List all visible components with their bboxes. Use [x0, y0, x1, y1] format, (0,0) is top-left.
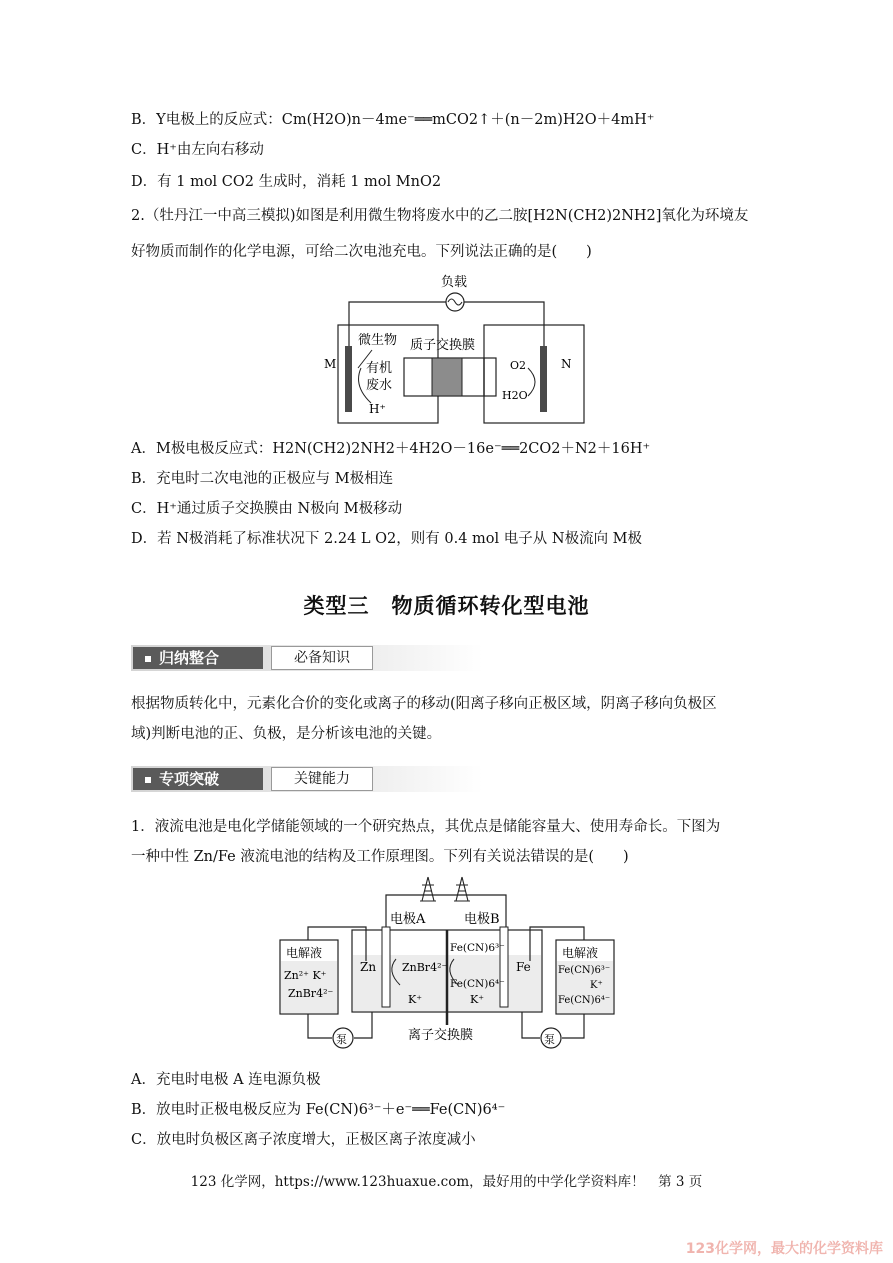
organic-label: 有机: [366, 361, 393, 376]
electrode-b-label: 电极B: [464, 912, 500, 927]
banner-practice-sub: 关键能力: [271, 767, 373, 791]
zn-label: Zn: [360, 960, 377, 974]
flow-battery-diagram: [278, 875, 618, 1055]
membrane-label: 离子交换膜: [408, 1028, 474, 1043]
q2-option-c: C．H⁺通过质子交换膜由 N极向 M极移动: [131, 501, 403, 517]
right-tank-ions1: Fe(CN)6³⁻: [558, 965, 611, 976]
banner-practice: [131, 766, 483, 792]
summary-line1: 根据物质转化中，元素化合价的变化或离子的移动(阳离子移向正极区域，阴离子移向负极区: [131, 696, 717, 712]
wastewater-label: 废水: [366, 378, 393, 393]
page-footer: 123 化学网，https://www.123huaxue.com，最好用的中学化学资料库！ 第 3 页: [190, 1174, 703, 1190]
banner-summary: [131, 645, 483, 671]
electrode-m: [345, 346, 352, 412]
q1-option-c: C．H⁺由左向右移动: [131, 142, 264, 158]
k-right-label: K⁺: [470, 993, 485, 1006]
cathode-chamber: [484, 325, 584, 423]
electrode-a-label: 电极A: [390, 912, 426, 927]
banner-summary-tag: 归纳整合: [133, 647, 263, 669]
membrane-label: 质子交换膜: [410, 338, 476, 353]
banner-practice-tag: 专项突破: [133, 768, 263, 790]
q2-option-d: D．若 N极消耗了标准状况下 2.24 L O2，则有 0.4 mol 电子从 N极流向 M极: [131, 531, 643, 547]
left-pump-label: 泵: [336, 1033, 347, 1046]
load-label: 负载: [441, 275, 468, 290]
power-tower-icon: [420, 877, 470, 901]
section-title: 类型三 物质循环转化型电池: [303, 594, 590, 618]
q2-option-a: A．M极电极反应式：H2N(CH2)2NH2＋4H2O－16e⁻══2CO2＋N2＋16H⁺: [131, 441, 651, 457]
electrode-a: [382, 927, 390, 1007]
q1-option-d: D．有 1 mol CO2 生成时，消耗 1 mol MnO2: [131, 174, 442, 190]
right-pump-label: 泵: [544, 1033, 555, 1046]
right-tank-ions3: Fe(CN)6⁴⁻: [558, 995, 611, 1006]
site-watermark: 123化学网，最大的化学资料库: [685, 1241, 883, 1257]
left-tank-ions1: Zn²⁺ K⁺: [284, 969, 327, 982]
electrode-n: [540, 346, 547, 412]
electrode-m-label: M: [324, 357, 337, 371]
summary-line2: 域)判断电池的正、负极，是分析该电池的关键。: [131, 726, 442, 742]
left-electrolyte-label: 电解液: [286, 946, 323, 960]
p1-option-c: C．放电时负极区离子浓度增大，正极区离子浓度减小: [131, 1132, 476, 1148]
right-tank-ions2: K⁺: [590, 980, 603, 991]
banner-summary-sub: 必备知识: [271, 646, 373, 670]
fe-label: Fe: [516, 960, 531, 974]
fecn3-label: Fe(CN)6³⁻: [450, 942, 505, 954]
znbr-label: ZnBr4²⁻: [402, 961, 448, 974]
q2-option-b: B．充电时二次电池的正极应与 M极相连: [131, 471, 394, 487]
left-tank-ions2: ZnBr4²⁻: [288, 987, 334, 1000]
proton-exchange-membrane: [432, 358, 462, 396]
electrode-b: [500, 927, 508, 1007]
p1-option-b: B．放电时正极电极反应为 Fe(CN)6³⁻＋e⁻══Fe(CN)6⁴⁻: [131, 1102, 506, 1118]
p1-stem-line1: 1．液流电池是电化学储能领域的一个研究热点，其优点是储能容量大、使用寿命长。下图为: [131, 819, 721, 835]
o2-label: O2: [510, 359, 527, 372]
h2o-label: H2O: [502, 389, 528, 402]
microbe-label: 微生物: [358, 333, 398, 348]
q2-stem-line2: 好物质而制作的化学电源，可给二次电池充电。下列说法正确的是( ): [131, 244, 592, 260]
microbial-cell-diagram: [316, 268, 606, 428]
fecn4-label: Fe(CN)6⁴⁻: [450, 978, 505, 990]
p1-stem-line2: 一种中性 Zn/Fe 液流电池的结构及工作原理图。下列有关说法错误的是( ): [131, 849, 629, 865]
q1-option-b: B．Y电极上的反应式：Cm(H2O)n－4me⁻══mCO2↑＋(n－2m)H2O＋4mH⁺: [131, 112, 655, 128]
right-electrolyte-label: 电解液: [562, 946, 599, 960]
electrode-n-label: N: [561, 357, 572, 371]
k-left-label: K⁺: [408, 993, 423, 1006]
q2-stem-line1: 2.（牡丹江一中高三模拟)如图是利用微生物将废水中的乙二胺[H2N(CH2)2NH2]氧化为环境友: [131, 208, 749, 224]
hplus-label: H⁺: [369, 402, 386, 416]
p1-option-a: A．充电时电极 A 连电源负极: [131, 1072, 321, 1088]
